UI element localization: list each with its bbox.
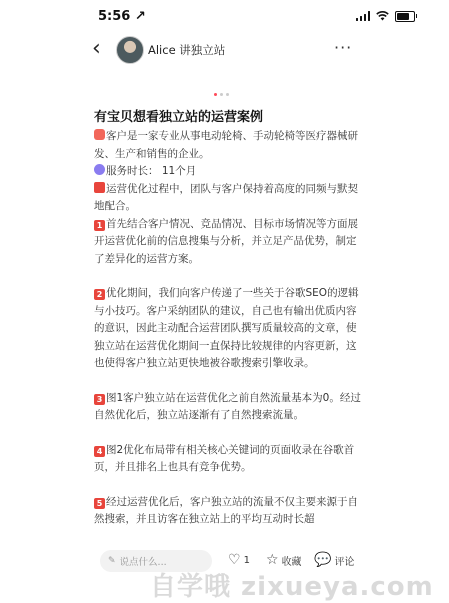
status-icons (356, 11, 416, 22)
favorite-label: 收藏 (281, 556, 302, 568)
number-5-icon: 5 (94, 498, 105, 509)
nav-bar (0, 32, 449, 68)
number-3-icon: 3 (94, 394, 105, 405)
clock-emoji-icon (94, 164, 105, 175)
hand-emoji-icon (94, 129, 105, 140)
intro-line: 运营优化过程中，团队与客户保持着高度的同频与默契地配合。 (94, 182, 358, 212)
wifi-icon (376, 11, 389, 21)
carousel-indicator (214, 93, 229, 96)
battery-icon (395, 11, 415, 22)
number-2-icon: 2 (94, 289, 105, 300)
post-body (94, 128, 362, 529)
signal-icon (356, 11, 371, 21)
number-4-icon: 4 (94, 446, 105, 457)
ambulance-emoji-icon (94, 182, 105, 193)
number-1-icon: 1 (94, 220, 105, 231)
carousel-dot-active (214, 93, 217, 96)
back-button[interactable]: ‹ (92, 36, 101, 61)
carousel-dot (220, 93, 223, 96)
point-paragraph: 2 优化期间，我们向客户传递了一些关于谷歌SEO的逻辑与小技巧。客户采纳团队的建议，自己也有输出优质内容的意识，因此主动配合运营团队撰写质量较高的文章，使独立站在运营优化期间一直保持比较规律的内容更新，这也使得客户独立站更快地被谷歌搜索引擎收录。 (94, 287, 359, 369)
more-options-button[interactable]: ··· (334, 38, 353, 57)
account-name[interactable]: Alice 讲独立站 (148, 43, 226, 57)
speech-bubble-icon: 💬 (314, 552, 332, 568)
watermark: 自学哦 zixueya.com (150, 572, 434, 602)
heart-icon: ♡ (228, 552, 241, 568)
point-paragraph: 1 首先结合客户情况、竞品情况、目标市场情况等方面展开运营优化前的信息搜集与分析，并立足产品优势，制定了差异化的运营方案。 (94, 217, 358, 265)
comment-label: 评论 (334, 556, 355, 568)
point-paragraph: 3 图1客户独立站在运营优化之前自然流量基本为0。经过自然优化后，独立站逐渐有了自然搜索流量。 (94, 391, 361, 421)
point-paragraph: 4 图2优化布局带有相关核心关键词的页面收录在谷歌首页，并且排名上也具有竞争优势。 (94, 443, 355, 473)
carousel-dot (226, 93, 229, 96)
intro-line: 服务时长： 11个月 (94, 163, 362, 181)
point-paragraph: 5 经过运营优化后，客户独立站的流量不仅主要来源于自然搜索，并且访客在独立站上的平均互动时长超 (94, 495, 358, 525)
post-title: 有宝贝想看独立站的运营案例 (94, 110, 264, 125)
status-time: 5:56 ↗ (98, 8, 146, 24)
comment-placeholder: 说点什么... (119, 557, 167, 568)
like-count: 1 (243, 554, 250, 566)
pencil-icon: ✎ (108, 556, 116, 566)
star-icon: ☆ (266, 552, 279, 568)
intro-line: 客户是一家专业从事电动轮椅、手动轮椅等医疗器械研发、生产和销售的企业。 (94, 130, 358, 160)
status-bar (0, 0, 449, 32)
avatar[interactable] (116, 36, 144, 64)
